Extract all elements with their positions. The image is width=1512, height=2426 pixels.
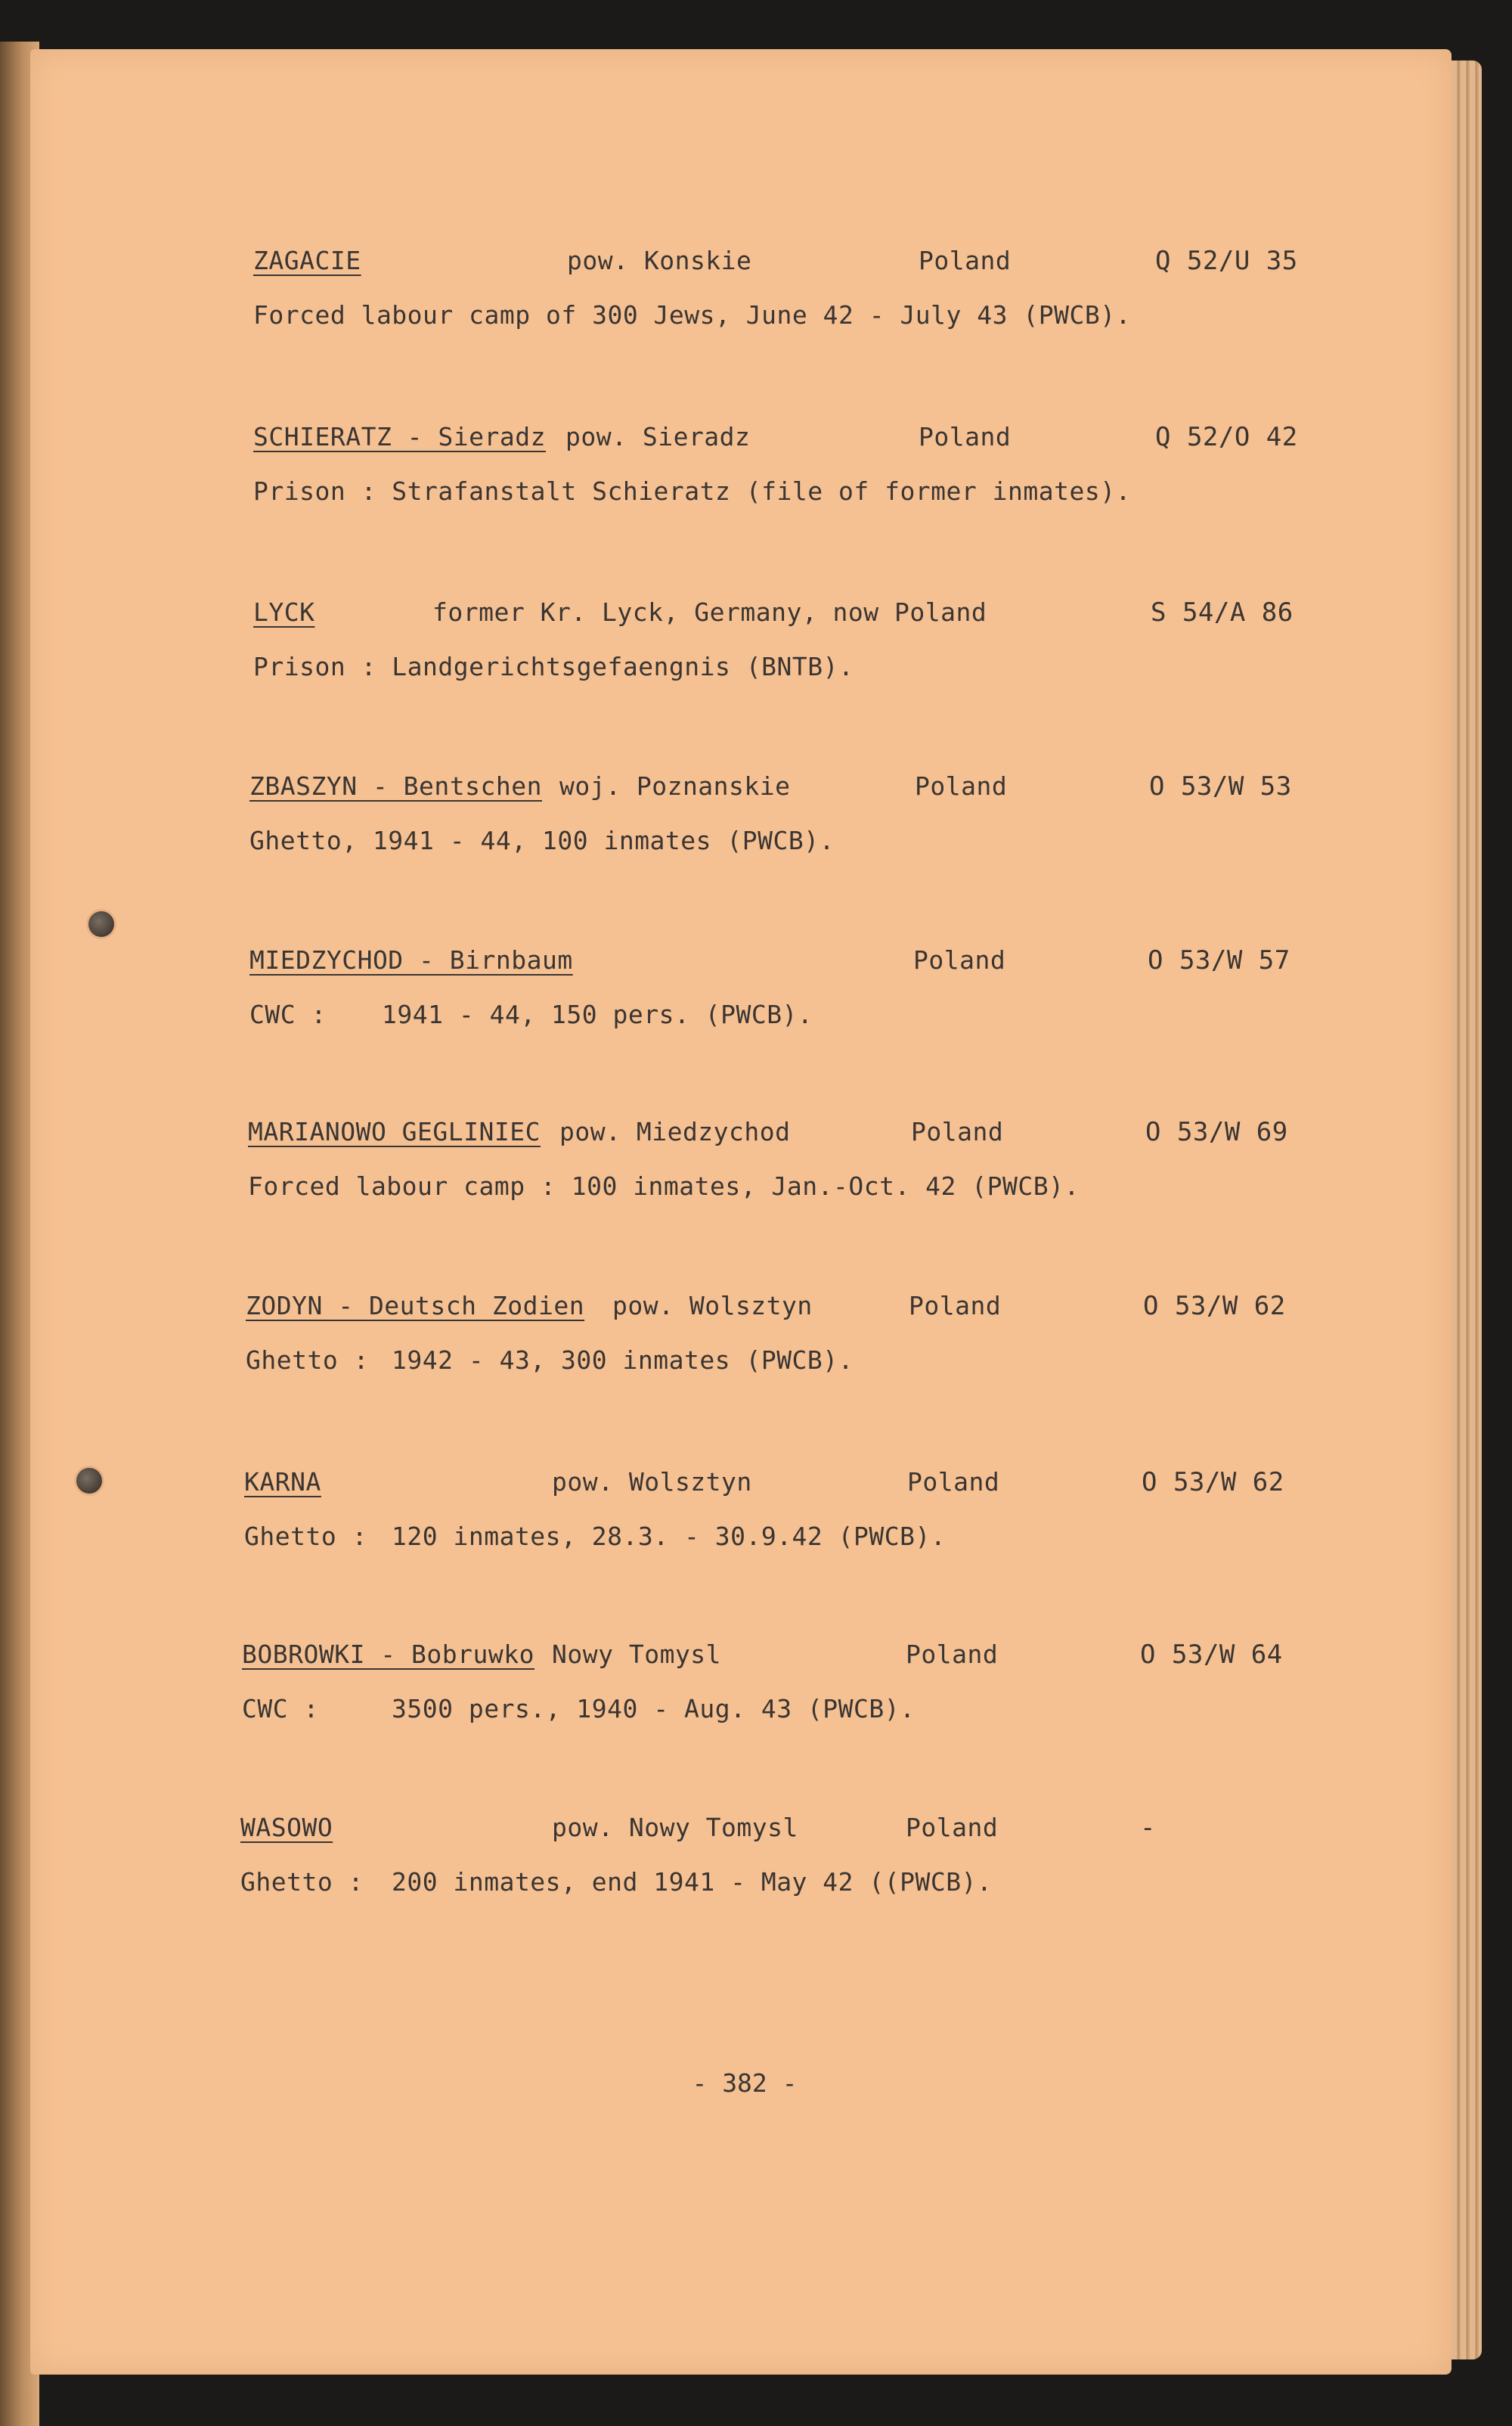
entry-description — [30, 300, 1452, 346]
entry-description — [30, 476, 1452, 522]
place-name: KARNA — [244, 1467, 321, 1497]
country: Poland — [906, 1640, 999, 1669]
description: Prison : Strafanstalt Schieratz (file of former inmates). — [253, 476, 1131, 506]
district: pow. Wolsztyn — [552, 1467, 752, 1497]
description-value: 1941 - 44, 150 pers. (PWCB). — [382, 1000, 813, 1029]
description-value: 3500 pers., 1940 - Aug. 43 (PWCB). — [392, 1694, 916, 1723]
description-label: Ghetto : — [246, 1345, 369, 1375]
entry-header — [30, 1117, 1452, 1162]
entry-header — [30, 246, 1452, 291]
place-name: WASOWO — [240, 1813, 333, 1842]
entry-description — [30, 1522, 1452, 1567]
document-page — [30, 49, 1452, 2375]
district: pow. Miedzychod — [559, 1117, 791, 1146]
entry-header — [30, 771, 1452, 817]
description-label: Ghetto : — [240, 1867, 364, 1897]
entry-lyck — [30, 597, 1452, 711]
country: Poland — [907, 1467, 1000, 1497]
place-name: LYCK — [253, 597, 315, 627]
punch-hole-top — [86, 909, 116, 939]
entry-description — [30, 1000, 1452, 1045]
country: Poland — [915, 771, 1008, 801]
district: pow. Nowy Tomysl — [552, 1813, 798, 1842]
entry-description — [30, 1171, 1452, 1217]
reference-code: S 54/A 86 — [1151, 597, 1294, 628]
district: pow. Sieradz — [565, 422, 751, 451]
place-name: MARIANOWO GEGLINIEC — [248, 1117, 541, 1146]
district: Nowy Tomysl — [552, 1640, 722, 1669]
description: Forced labour camp : 100 inmates, Jan.-Oct. 42 (PWCB). — [248, 1171, 1080, 1201]
country: Poland — [909, 1291, 1002, 1320]
reference-code: O 53/W 53 — [1149, 771, 1292, 802]
entry-header — [30, 945, 1452, 991]
entry-zagacie — [30, 246, 1452, 359]
place-name: MIEDZYCHOD - Birnbaum — [249, 945, 573, 975]
district: former Kr. Lyck, Germany, now Poland — [432, 597, 987, 627]
reference-code: Q 52/U 35 — [1155, 246, 1298, 276]
entry-description — [30, 652, 1452, 697]
entry-description — [30, 1345, 1452, 1391]
page-number: - 382 - — [692, 2068, 798, 2098]
reference-code: O 53/W 62 — [1142, 1467, 1284, 1497]
description-label: Ghetto : — [244, 1522, 367, 1551]
entry-wasowo — [30, 1813, 1452, 1926]
description: Prison : Landgerichtsgefaengnis (BNTB). — [253, 652, 854, 681]
reference-code: O 53/W 69 — [1145, 1117, 1288, 1147]
country: Poland — [911, 1117, 1004, 1146]
description-value: 1942 - 43, 300 inmates (PWCB). — [392, 1345, 854, 1375]
description: Forced labour camp of 300 Jews, June 42 - July 43 (PWCB). — [253, 300, 1131, 330]
entry-bobrowki — [30, 1640, 1452, 1753]
description: Ghetto, 1941 - 44, 100 inmates (PWCB). — [249, 826, 835, 855]
entry-header — [30, 1467, 1452, 1512]
district: pow. Konskie — [567, 246, 752, 275]
entry-header — [30, 597, 1452, 643]
entry-schieratz — [30, 422, 1452, 535]
reference-code: O 53/W 57 — [1148, 945, 1290, 976]
entry-zodyn — [30, 1291, 1452, 1404]
entry-header — [30, 1813, 1452, 1858]
place-name: SCHIERATZ - Sieradz — [253, 422, 546, 451]
place-name: ZBASZYN - Bentschen — [249, 771, 542, 801]
reference-code: O 53/W 64 — [1140, 1640, 1283, 1670]
entry-miedzychod — [30, 945, 1452, 1059]
description-label: CWC : — [242, 1694, 319, 1723]
entry-zbaszyn — [30, 771, 1452, 885]
description-label: CWC : — [249, 1000, 327, 1029]
place-name: ZAGACIE — [253, 246, 361, 275]
description-value: 200 inmates, end 1941 - May 42 ((PWCB). — [392, 1867, 993, 1897]
district: pow. Wolsztyn — [612, 1291, 813, 1320]
reference-code: O 53/W 62 — [1143, 1291, 1286, 1321]
country: Poland — [913, 945, 1006, 975]
entry-description — [30, 826, 1452, 871]
reference-code: Q 52/O 42 — [1155, 422, 1298, 452]
district: woj. Poznanskie — [559, 771, 791, 801]
entry-karna — [30, 1467, 1452, 1581]
country: Poland — [919, 246, 1012, 275]
place-name: BOBROWKI - Bobruwko — [242, 1640, 534, 1669]
country: Poland — [906, 1813, 999, 1842]
place-name: ZODYN - Deutsch Zodien — [246, 1291, 585, 1320]
reference-code: - — [1140, 1813, 1156, 1843]
entry-header — [30, 1291, 1452, 1336]
entry-marianowo — [30, 1117, 1452, 1230]
entry-header — [30, 1640, 1452, 1685]
entry-header — [30, 422, 1452, 467]
description-value: 120 inmates, 28.3. - 30.9.42 (PWCB). — [392, 1522, 947, 1551]
entry-description — [30, 1867, 1452, 1913]
entry-description — [30, 1694, 1452, 1739]
country: Poland — [919, 422, 1012, 451]
